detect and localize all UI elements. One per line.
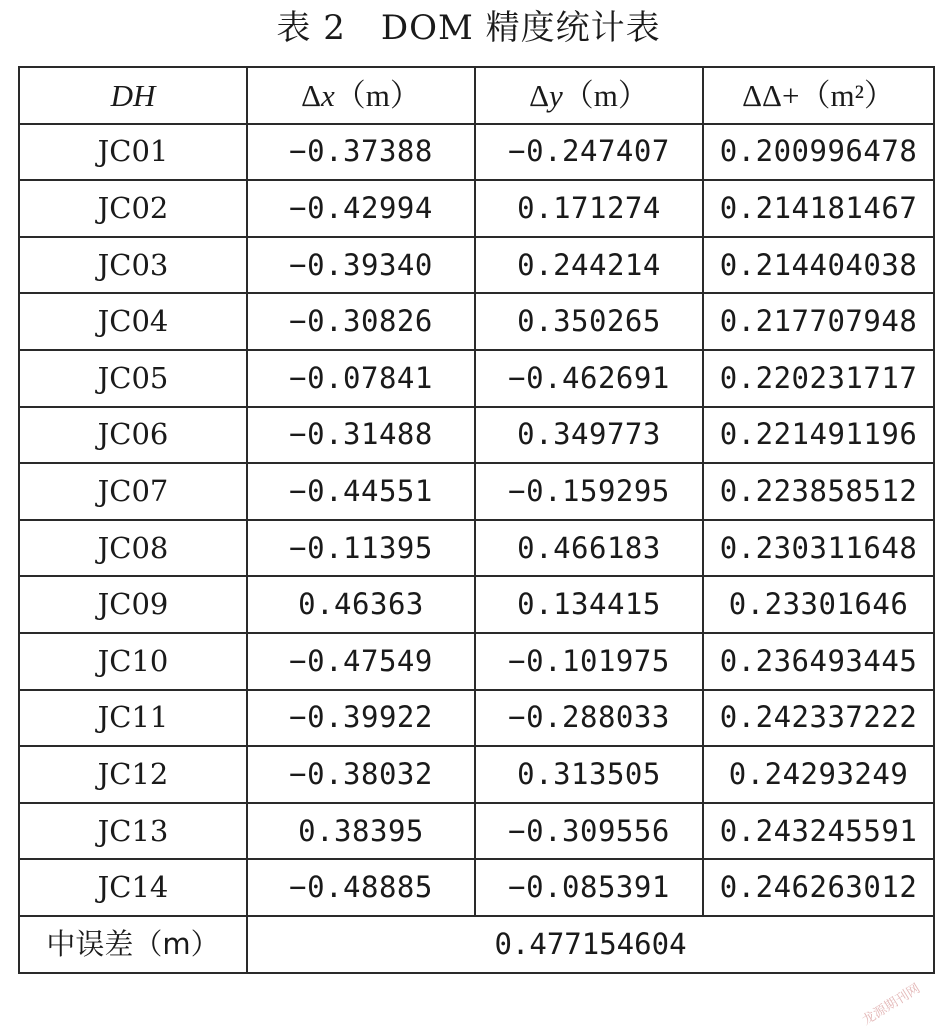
cell-delta-sum: 0.221491196 bbox=[703, 407, 934, 464]
cell-dh: JC11 bbox=[19, 690, 247, 747]
table-row bbox=[19, 124, 934, 181]
header-delta-y: Δy（m） bbox=[475, 67, 703, 124]
header-dh: DH bbox=[19, 67, 247, 124]
cell-delta-x: −0.42994 bbox=[247, 180, 475, 237]
cell-delta-x: −0.31488 bbox=[247, 407, 475, 464]
cell-delta-sum: 0.230311648 bbox=[703, 520, 934, 577]
cell-delta-x: −0.07841 bbox=[247, 350, 475, 407]
header-delta-sum: ΔΔ+（m²） bbox=[703, 67, 934, 124]
cell-delta-sum: 0.220231717 bbox=[703, 350, 934, 407]
cell-delta-y: 0.313505 bbox=[475, 746, 703, 803]
cell-delta-x: −0.39340 bbox=[247, 237, 475, 294]
cell-delta-x: −0.47549 bbox=[247, 633, 475, 690]
header-delta-x: Δx（m） bbox=[247, 67, 475, 124]
cell-delta-x: −0.30826 bbox=[247, 293, 475, 350]
footer-label: 中误差（m） bbox=[19, 916, 247, 973]
cell-delta-y: 0.350265 bbox=[475, 293, 703, 350]
table-row bbox=[19, 293, 934, 350]
cell-delta-x: −0.37388 bbox=[247, 124, 475, 181]
cell-delta-y: −0.462691 bbox=[475, 350, 703, 407]
table-row bbox=[19, 690, 934, 747]
cell-delta-sum: 0.223858512 bbox=[703, 463, 934, 520]
table-row bbox=[19, 237, 934, 294]
cell-delta-sum: 0.217707948 bbox=[703, 293, 934, 350]
cell-delta-x: −0.48885 bbox=[247, 859, 475, 916]
cell-delta-sum: 0.242337222 bbox=[703, 690, 934, 747]
cell-delta-sum: 0.214181467 bbox=[703, 180, 934, 237]
cell-delta-y: −0.247407 bbox=[475, 124, 703, 181]
cell-delta-y: 0.466183 bbox=[475, 520, 703, 577]
cell-delta-sum: 0.24293249 bbox=[703, 746, 934, 803]
dom-accuracy-table bbox=[18, 66, 935, 974]
cell-dh: JC09 bbox=[19, 576, 247, 633]
table-row bbox=[19, 180, 934, 237]
table-row bbox=[19, 520, 934, 577]
cell-dh: JC01 bbox=[19, 124, 247, 181]
cell-dh: JC10 bbox=[19, 633, 247, 690]
cell-delta-sum: 0.246263012 bbox=[703, 859, 934, 916]
table-row bbox=[19, 633, 934, 690]
cell-delta-y: −0.101975 bbox=[475, 633, 703, 690]
table-header bbox=[19, 67, 934, 124]
cell-dh: JC06 bbox=[19, 407, 247, 464]
cell-delta-y: 0.349773 bbox=[475, 407, 703, 464]
header-row bbox=[19, 67, 934, 124]
table-row bbox=[19, 859, 934, 916]
cell-dh: JC08 bbox=[19, 520, 247, 577]
cell-delta-y: 0.244214 bbox=[475, 237, 703, 294]
cell-dh: JC07 bbox=[19, 463, 247, 520]
cell-delta-y: −0.085391 bbox=[475, 859, 703, 916]
cell-dh: JC02 bbox=[19, 180, 247, 237]
cell-delta-y: 0.134415 bbox=[475, 576, 703, 633]
table-row bbox=[19, 463, 934, 520]
cell-delta-sum: 0.200996478 bbox=[703, 124, 934, 181]
cell-dh: JC05 bbox=[19, 350, 247, 407]
table-row bbox=[19, 576, 934, 633]
table-body bbox=[19, 124, 934, 973]
cell-delta-sum: 0.23301646 bbox=[703, 576, 934, 633]
footer-row bbox=[19, 916, 934, 973]
footer-value: 0.477154604 bbox=[247, 916, 934, 973]
cell-dh: JC04 bbox=[19, 293, 247, 350]
cell-dh: JC03 bbox=[19, 237, 247, 294]
cell-delta-y: −0.309556 bbox=[475, 803, 703, 860]
cell-delta-sum: 0.236493445 bbox=[703, 633, 934, 690]
cell-delta-x: −0.38032 bbox=[247, 746, 475, 803]
cell-delta-x: −0.39922 bbox=[247, 690, 475, 747]
cell-delta-y: 0.171274 bbox=[475, 180, 703, 237]
watermark: 龙源期刊网 bbox=[859, 981, 923, 1028]
cell-delta-x: −0.11395 bbox=[247, 520, 475, 577]
cell-delta-sum: 0.214404038 bbox=[703, 237, 934, 294]
table-row bbox=[19, 803, 934, 860]
cell-dh: JC12 bbox=[19, 746, 247, 803]
table-title: 表 2 DOM 精度统计表 bbox=[276, 8, 661, 48]
table-row bbox=[19, 746, 934, 803]
cell-dh: JC13 bbox=[19, 803, 247, 860]
cell-delta-x: −0.44551 bbox=[247, 463, 475, 520]
cell-delta-sum: 0.243245591 bbox=[703, 803, 934, 860]
cell-delta-y: −0.159295 bbox=[475, 463, 703, 520]
cell-delta-x: 0.46363 bbox=[247, 576, 475, 633]
table-row bbox=[19, 407, 934, 464]
cell-delta-y: −0.288033 bbox=[475, 690, 703, 747]
cell-dh: JC14 bbox=[19, 859, 247, 916]
table-row bbox=[19, 350, 934, 407]
cell-delta-x: 0.38395 bbox=[247, 803, 475, 860]
